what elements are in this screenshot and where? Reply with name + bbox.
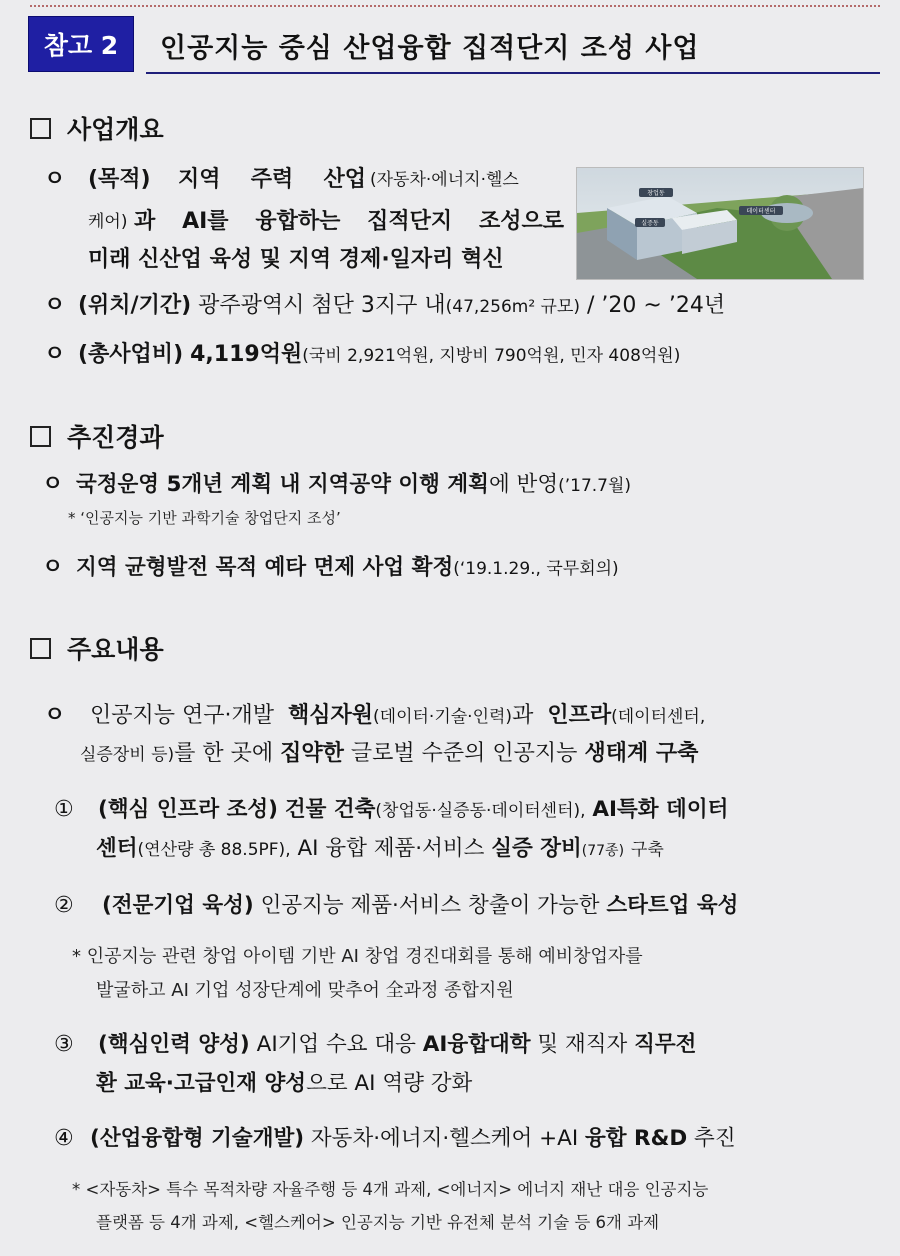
item2-line: (전문기업 육성) 인공지능 제품·서비스 창출이 가능한 스타트업 육성 bbox=[102, 893, 739, 918]
item2-number: ② bbox=[54, 893, 74, 918]
section-heading-progress: 추진경과 bbox=[30, 418, 164, 454]
page-header bbox=[28, 16, 880, 76]
content-intro-line2: 실증장비 등)를 한 곳에 집약한 글로벌 수준의 인공지능 생태계 구축 bbox=[80, 741, 699, 766]
section-heading-overview: 사업개요 bbox=[30, 110, 164, 146]
content-intro-marker: ㅇ bbox=[44, 703, 66, 728]
location-line bbox=[78, 293, 725, 319]
content-intro-line1: 인공지능 연구·개발 핵심자원(데이터·기술·인력)과 인프라(데이터센터, bbox=[90, 703, 706, 728]
purpose-text-1: 지역 주력 산업 bbox=[178, 167, 366, 192]
checkbox-square-icon bbox=[30, 638, 51, 659]
location-marker: ㅇ bbox=[44, 293, 66, 318]
item3-number: ③ bbox=[54, 1032, 74, 1057]
checkbox-square-icon bbox=[30, 426, 51, 447]
section-heading-content: 주요내용 bbox=[30, 630, 164, 666]
budget-marker: ㅇ bbox=[44, 342, 66, 367]
progress-item1: 국정운영 5개년 계획 내 지역공약 이행 계획에 반영(’17.7월) bbox=[76, 472, 632, 497]
progress-note1: * ‘인공지능 기반 과학기술 창업단지 조성’ bbox=[68, 509, 341, 527]
item1-line1: (핵심 인프라 조성) 건물 건축(창업동·실증동·데이터센터), AI특화 데이터 bbox=[98, 797, 729, 822]
item2-note-line1: * 인공지능 관련 창업 아이템 기반 AI 창업 경진대회를 통해 예비창업자를 bbox=[72, 946, 643, 967]
image-label-startup: 창업동 bbox=[647, 190, 665, 197]
purpose-marker: ㅇ bbox=[44, 167, 66, 192]
progress-item1-marker: ㅇ bbox=[42, 472, 64, 497]
item4-number: ④ bbox=[54, 1126, 74, 1151]
top-dotted-rule bbox=[30, 5, 880, 7]
complex-rendering-image bbox=[576, 167, 864, 280]
item3-line1: (핵심인력 양성) AI기업 수요 대응 AI융합대학 및 재직자 직무전 bbox=[98, 1032, 697, 1057]
image-label-testbed: 실증동 bbox=[641, 220, 659, 227]
reference-badge: 참고 2 bbox=[28, 16, 134, 72]
item1-number: ① bbox=[54, 797, 74, 822]
item4-note-line1: * <자동차> 특수 목적차량 자율주행 등 4개 과제, <에너지> 에너지 재난 대응 인공지능 bbox=[72, 1180, 709, 1199]
location-text: 광주광역시 첨단 3지구 내 bbox=[198, 293, 446, 318]
purpose-text-2: 과 AI를 융합하는 집적단지 조성으로 bbox=[134, 209, 564, 234]
purpose-text-3: 미래 신산업 육성 및 지역 경제·일자리 혁신 bbox=[88, 247, 504, 272]
progress-item2-marker: ㅇ bbox=[42, 555, 64, 580]
item4-line: (산업융합형 기술개발) 자동차·에너지·헬스케어 +AI 융합 R&D 추진 bbox=[90, 1126, 736, 1151]
budget-line bbox=[78, 342, 680, 368]
item3-line2: 환 교육·고급인재 양성으로 AI 역량 강화 bbox=[96, 1071, 473, 1096]
checkbox-square-icon bbox=[30, 118, 51, 139]
item1-line2: 센터(연산량 총 88.5PF), AI 융합 제품·서비스 실증 장비(77종) 구축 bbox=[96, 836, 664, 861]
purpose-small-1: (자동차·에너지·헬스 bbox=[370, 170, 519, 190]
progress-item2: 지역 균형발전 목적 예타 면제 사업 확정(‘19.1.29., 국무회의) bbox=[76, 555, 619, 580]
page-title: 인공지능 중심 산업융합 집적단지 조성 사업 bbox=[160, 33, 700, 64]
budget-small: (국비 2,921억원, 지방비 790억원, 민자 408억원) bbox=[302, 346, 681, 366]
purpose-label: (목적) bbox=[88, 167, 151, 192]
item4-note-line2: 플랫폼 등 4개 과제, <헬스케어> 인공지능 기반 유전체 분석 기술 등 6개 과제 bbox=[96, 1213, 660, 1232]
budget-amount: 4,119억원 bbox=[190, 342, 303, 367]
header-underline bbox=[146, 72, 880, 74]
location-period: / ’20 ~ ’24년 bbox=[587, 293, 726, 318]
purpose-small-2: 케어) bbox=[88, 212, 128, 232]
location-label: (위치/기간) bbox=[78, 293, 192, 318]
location-small: (47,256m² 규모) bbox=[445, 297, 581, 317]
image-label-datacenter: 데이터센터 bbox=[746, 208, 776, 215]
item2-note-line2: 발굴하고 AI 기업 성장단계에 맞추어 全과정 종합지원 bbox=[96, 980, 514, 1001]
budget-label: (총사업비) bbox=[78, 342, 184, 367]
